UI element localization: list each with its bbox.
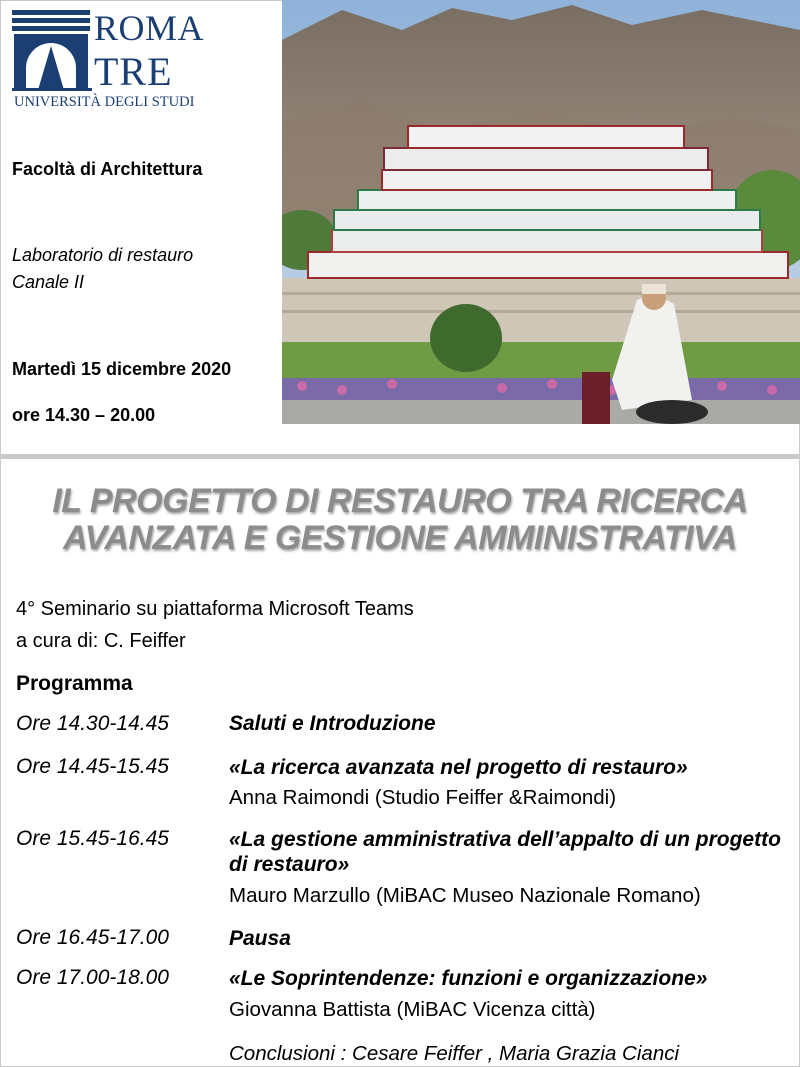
lab-line-2: Canale II [12,272,85,292]
header-photo [282,0,800,424]
title-line-1: IL PROGETTO DI RESTAURO TRA RICERCA [52,482,748,520]
program-heading: Programma [16,672,133,695]
program-time: Ore 17.00-18.00 [16,966,169,989]
program-time: Ore 16.45-17.00 [16,926,169,949]
program-speaker: Mauro Marzullo (MiBAC Museo Nazionale Romano) [229,884,701,907]
seminar-platform: 4° Seminario su piattaforma Microsoft Teams [16,598,414,620]
program-talk: «La ricerca avanzata nel progetto di restauro» [229,756,688,779]
title-line-2: AVANZATA E GESTIONE AMMINISTRATIVA [63,519,737,557]
program-speaker: Anna Raimondi (Studio Feiffer &Raimondi) [229,786,617,809]
program-talk: «Le Soprintendenze: funzioni e organizzazione» [229,967,708,990]
event-hours: ore 14.30 – 20.00 [12,405,156,425]
program-talk: Pausa [229,927,291,950]
program-time: Ore 15.45-16.45 [16,827,169,850]
logo-text-tre: TRE [94,49,173,94]
seminar-curator: a cura di: C. Feiffer [16,630,186,652]
program-speaker: Giovanna Battista (MiBAC Vicenza città) [229,998,596,1021]
section-divider [0,454,800,459]
program-talk: Saluti e Introduzione [229,712,436,735]
program-time: Ore 14.45-15.45 [16,755,169,778]
program-time: Ore 14.30-14.45 [16,712,169,735]
logo-text-university: UNIVERSITÀ DEGLI STUDI [14,94,195,110]
stepped-monument-photo [282,0,800,424]
lab-line-1: Laboratorio di restauro [12,245,194,265]
faculty-name: Facoltà di Architettura [12,159,203,179]
program-talk: «La gestione amministrativa dell’appalto di un progetto di restauro» [229,828,781,876]
seminar-title [0,483,800,557]
roma-tre-logo [12,10,212,112]
logo-text-roma: ROMA [94,8,205,48]
program-conclusion: Conclusioni : Cesare Feiffer , Maria Grazia Cianci [229,1042,680,1065]
event-date: Martedì 15 dicembre 2020 [12,359,232,379]
roma-tre-emblem-icon [12,10,92,92]
lab-name [12,242,193,296]
